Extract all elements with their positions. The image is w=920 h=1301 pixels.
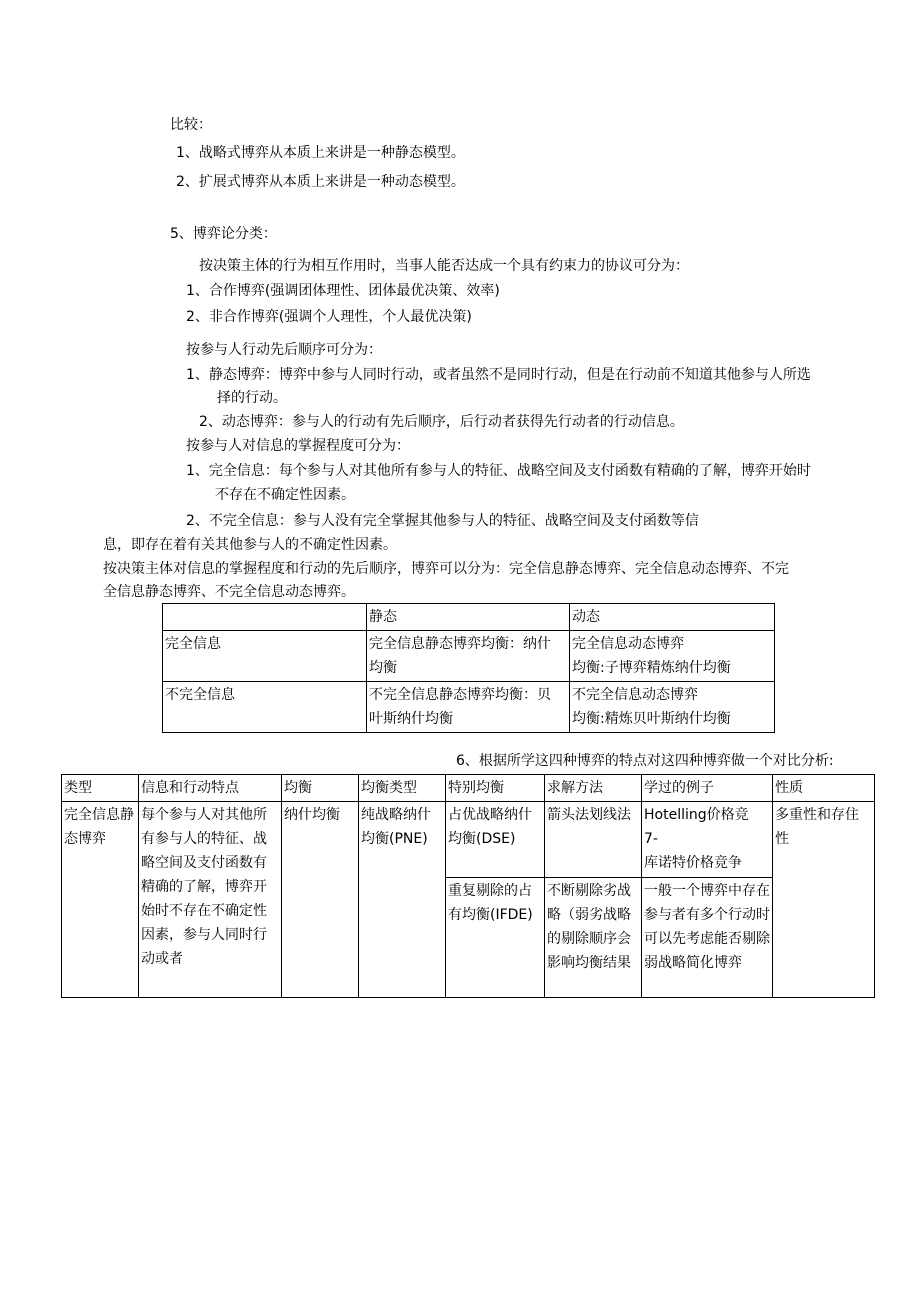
paragraph-classification-cont: 全信息静态博弈、不完全信息动态博弈。 <box>103 584 355 600</box>
table-header: 求解方法 <box>545 775 642 802</box>
table-cell: 不完全信息静态博弈均衡：贝 叶斯纳什均衡 <box>367 682 570 733</box>
table-row <box>163 604 775 631</box>
paragraph-information: 按参与人对信息的掌握程度可分为： <box>186 438 410 454</box>
solution-method-cell: 不断剔除劣战略（弱劣战略的剔除顺序会影响均衡结果 <box>545 878 642 998</box>
nature-cell: 多重性和存住性 <box>773 802 875 998</box>
list-item-cont: 择的行动。 <box>217 390 287 406</box>
list-item: 1、合作博弈(强调团体理性、团体最优决策、效率) <box>186 283 500 299</box>
game-type-cell: 完全信息静态博弈 <box>62 802 139 998</box>
table-header: 学过的例子 <box>642 775 773 802</box>
equilibrium-type-cell: 纯战略纳什均衡(PNE) <box>359 802 446 998</box>
list-item: 2、不完全信息：参与人没有完全掌握其他参与人的特征、战略空间及支付函数等信 <box>186 513 699 529</box>
special-equilibrium-cell: 重复剔除的占有均衡(IFDE) <box>446 878 545 998</box>
paragraph-classification: 按决策主体对信息的掌握程度和行动的先后顺序，博弈可以分为：完全信息静态博弈、完全信息动态博弈、不完 <box>103 561 789 577</box>
list-item: 1、静态博弈：博弈中参与人同时行动，或者虽然不是同时行动，但是在行动前不知道其他参与人所选 <box>186 367 811 383</box>
equilibrium-cell: 纳什均衡 <box>282 802 359 998</box>
special-equilibrium-cell: 占优战略纳什均衡(DSE) <box>446 802 545 878</box>
table-header-dynamic: 动态 <box>570 604 775 631</box>
table-header: 特别均衡 <box>446 775 545 802</box>
paragraph-cooperation: 按决策主体的行为相互作用时，当事人能否达成一个具有约束力的协议可分为： <box>199 258 689 274</box>
features-cell: 每个参与人对其他所有参与人的特征、战略空间及支付函数有精确的了解，博弈开始时不存在不确定性因素，参与人同时行动或者 <box>139 802 282 998</box>
table-row <box>163 682 775 733</box>
table-header: 均衡类型 <box>359 775 446 802</box>
paragraph-order: 按参与人行动先后顺序可分为： <box>186 342 382 358</box>
table-header-static: 静态 <box>367 604 570 631</box>
example-cell: 一般一个博弈中存在参与者有多个行动时可以先考虑能否剔除弱战略简化博弈 <box>642 878 773 998</box>
compare-label: 比较： <box>170 117 212 133</box>
table-header: 性质 <box>773 775 875 802</box>
comparison-table <box>61 774 875 998</box>
table-cell: 完全信息静态博弈均衡：纳什 均衡 <box>367 631 570 682</box>
compare-item-2: 2、扩展式博弈从本质上来讲是一种动态模型。 <box>176 174 465 190</box>
table-cell <box>163 604 367 631</box>
table-header: 信息和行动特点 <box>139 775 282 802</box>
table-cell: 完全信息动态博弈 均衡:子博弈精炼纳什均衡 <box>570 631 775 682</box>
table-header: 均衡 <box>282 775 359 802</box>
compare-item-1: 1、战略式博弈从本质上来讲是一种静态模型。 <box>176 145 465 161</box>
table-row-label: 不完全信息 <box>163 682 367 733</box>
table-header-row <box>62 775 875 802</box>
table-row <box>62 802 875 878</box>
section5-heading: 5、博弈论分类： <box>170 226 277 242</box>
list-item: 1、完全信息：每个参与人对其他所有参与人的特征、战略空间及支付函数有精确的了解，博弈开始时 <box>186 463 811 479</box>
list-item-cont: 息，即存在着有关其他参与人的不确定性因素。 <box>103 537 397 553</box>
classification-table <box>162 603 775 733</box>
list-item-cont: 不存在不确定性因素。 <box>215 487 355 503</box>
table-header: 类型 <box>62 775 139 802</box>
list-item: 2、非合作博弈(强调个人理性，个人最优决策) <box>186 309 472 325</box>
solution-method-cell: 箭头法划线法 <box>545 802 642 878</box>
example-cell: Hotelling价格竞 7- 库诺特价格竞争 <box>642 802 773 878</box>
table-row-label: 完全信息 <box>163 631 367 682</box>
list-item: 2、动态博弈：参与人的行动有先后顺序，后行动者获得先行动者的行动信息。 <box>199 414 684 430</box>
table-row <box>163 631 775 682</box>
section6-heading: 6、根据所学这四种博弈的特点对这四种博弈做一个对比分析: <box>456 753 834 769</box>
table-cell: 不完全信息动态博弈 均衡:精炼贝叶斯纳什均衡 <box>570 682 775 733</box>
